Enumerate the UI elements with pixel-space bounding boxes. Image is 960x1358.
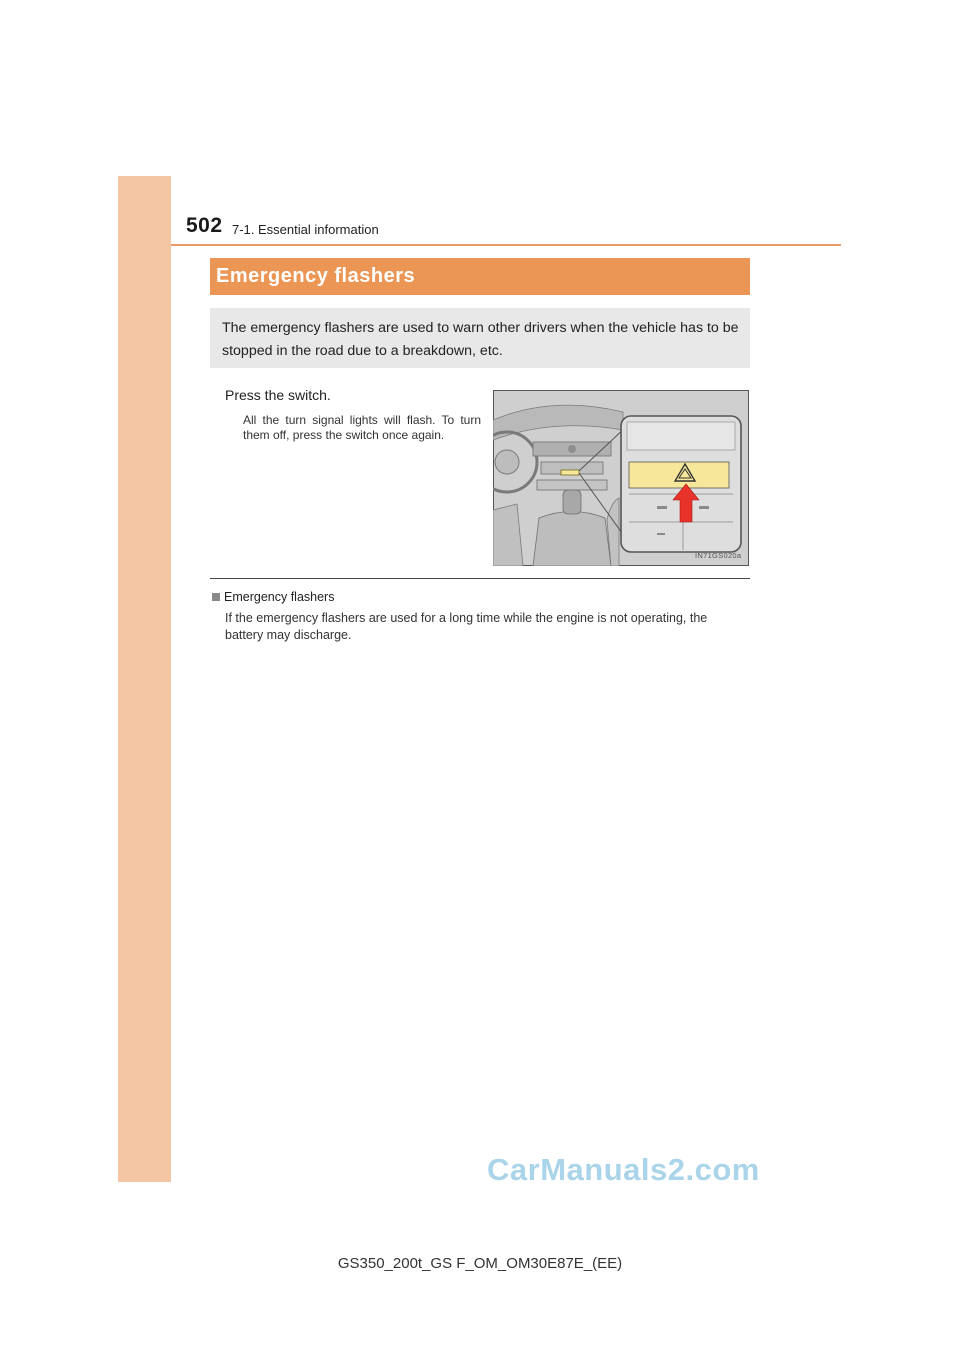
section-title-bar	[210, 258, 750, 295]
step-note: All the turn signal lights will flash. To turn them off, press the switch once again.	[243, 413, 481, 442]
step-text: Press the switch.	[225, 387, 331, 403]
page-number: 502	[186, 214, 223, 237]
watermark: CarManuals2.com	[487, 1152, 760, 1187]
section-title: Emergency flashers	[216, 265, 416, 287]
intro-text: The emergency flashers are used to warn other drivers when the vehicle has to be stopped in the road due to a breakdown, etc.	[222, 320, 739, 359]
square-bullet-icon	[212, 593, 220, 601]
footer-code: GS350_200t_GS F_OM_OM30E87E_(EE)	[337, 1255, 623, 1272]
header-rule	[171, 244, 841, 246]
dashboard-drawing	[493, 390, 749, 566]
note-heading	[212, 590, 334, 604]
note-body: If the emergency flashers are used for a long time while the engine is not operating, the battery may discharge.	[225, 611, 708, 642]
dashboard-illustration	[493, 390, 749, 566]
section-divider	[210, 578, 750, 579]
note-heading-text: Emergency flashers	[224, 590, 335, 604]
intro-box	[210, 308, 750, 368]
sidebar-tab	[118, 176, 171, 1182]
chapter-title: 7-1. Essential information	[232, 222, 379, 237]
figure-code: IN71GS020a	[695, 551, 742, 560]
